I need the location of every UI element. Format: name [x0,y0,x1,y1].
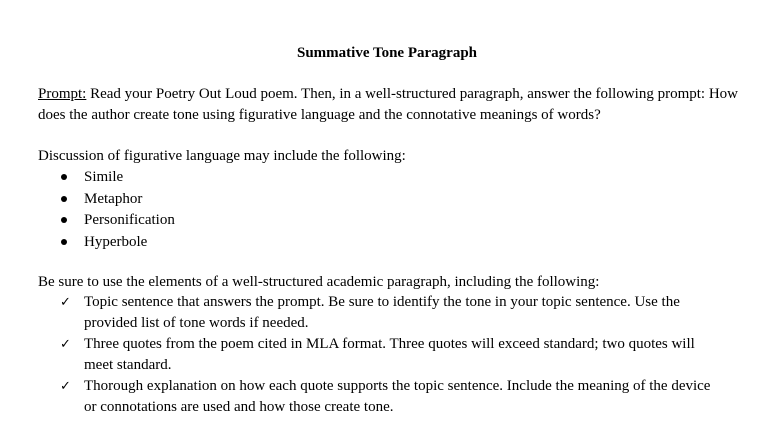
checkmark-icon: ✓ [60,295,71,310]
bullet-icon [61,196,67,202]
checklist-item-text: Thorough explanation on how each quote supports the topic sentence. Include the meaning of the device or connotations are used and how those create tone. [84,378,711,415]
document-title: Summative Tone Paragraph [296,45,477,61]
prompt-text: Read your Poetry Out Loud poem. Then, in a well-structured paragraph, answer the following prompt: How does the author create tone using figurative language and the connotative meanings of words? [38,86,738,123]
list-item [0,167,175,189]
paragraph-checklist [0,292,774,418]
list-item-label: Metaphor [84,190,143,207]
figurative-language-intro: Discussion of figurative language may include the following: [38,148,406,164]
prompt-paragraph [38,84,758,126]
checkmark-icon: ✓ [60,337,71,352]
checkmark-icon: ✓ [60,379,71,394]
paragraph-elements-intro: Be sure to use the elements of a well-structured academic paragraph, including the following: [38,274,600,290]
list-item [0,232,175,254]
bullet-icon [61,239,67,245]
list-item-label: Hyperbole [84,233,148,250]
bullet-icon [61,217,67,223]
checklist-item-text: Three quotes from the poem cited in MLA format. Three quotes will exceed standard; two quotes will meet standard. [84,336,695,373]
checklist-item [0,334,724,376]
checklist-item [0,292,724,334]
bullet-icon [61,174,67,180]
list-item [0,189,175,211]
list-item [0,210,175,232]
checklist-item-text: Topic sentence that answers the prompt. Be sure to identify the tone in your topic sentence. Use the provided list of tone words if needed. [84,294,680,331]
figurative-language-list [0,167,175,253]
prompt-label: Prompt: [38,86,87,102]
list-item-label: Personification [84,212,175,228]
list-item-label: Simile [84,169,124,185]
checklist-item [0,376,724,418]
